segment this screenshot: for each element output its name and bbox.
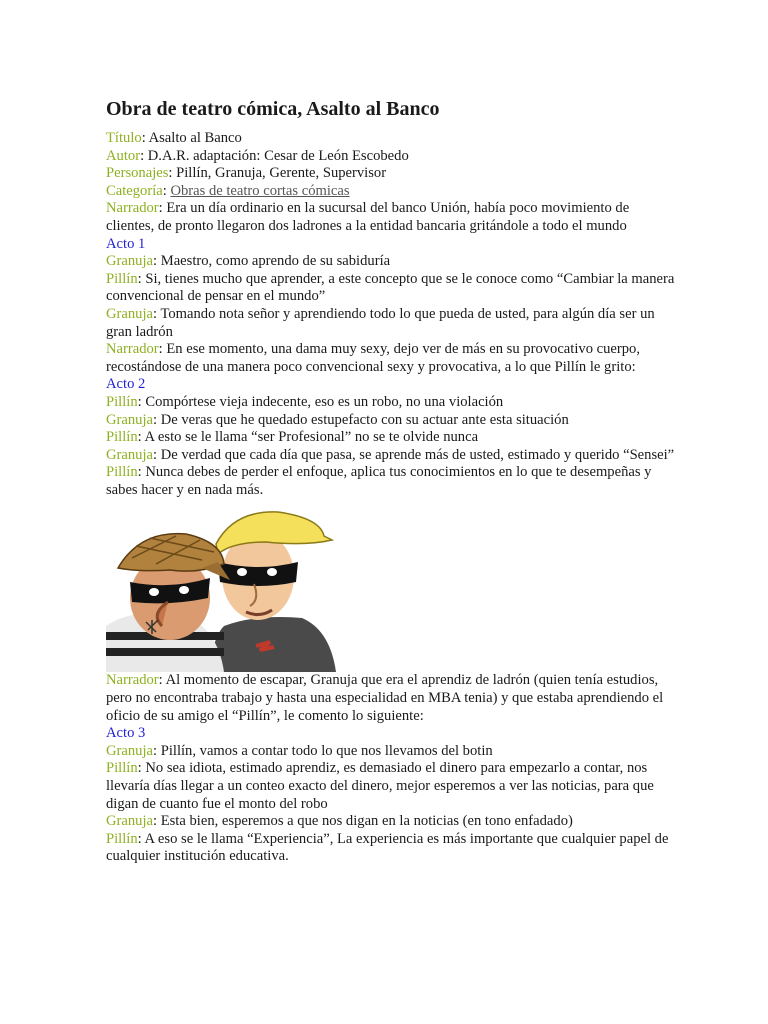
meta-title xyxy=(106,130,676,148)
dialogue-text: : En ese momento, una dama muy sexy, dejo ver de más en su provocativo cuerpo, recostándose de una manera poco convencional sexy y provocativa, a lo que Pillín le grito: xyxy=(106,341,640,375)
act-1-dialogue xyxy=(106,253,676,376)
speaker-label: Narrador xyxy=(106,341,159,358)
dialogue-line xyxy=(106,831,676,866)
right-robber-body xyxy=(210,617,336,672)
dialogue-line xyxy=(106,412,676,430)
dialogue-text: : A esto se le llama “ser Profesional” no se te olvide nunca xyxy=(137,429,479,446)
speaker-label: Granuja xyxy=(106,305,154,322)
meta-category-separator: : xyxy=(162,182,171,199)
dialogue-text: : Si, tienes mucho que aprender, a este concepto que se le conoce como “Cambiar la manera convencional de pensar en el mundo” xyxy=(106,270,675,305)
dialogue-line xyxy=(106,743,676,761)
dialogue-text: : Tomando nota señor y aprendiendo todo lo que pueda de usted, para algún día ser un gran ladrón xyxy=(106,305,655,340)
category-link[interactable]: Obras de teatro cortas cómicas xyxy=(170,182,350,199)
dialogue-text: : Pillín, vamos a contar todo lo que nos llevamos del botin xyxy=(153,742,493,759)
act-2-heading: Acto 2 xyxy=(106,376,146,393)
speaker-label: Pillín xyxy=(106,830,138,847)
meta-category-label: Categoría xyxy=(106,182,163,199)
page-title: Obra de teatro cómica, Asalto al Banco xyxy=(106,98,440,120)
dialogue-text: : Al momento de escapar, Granuja que era el aprendiz de ladrón (quien tenía estudios, pero no encontraba trabajo y hasta una especialidad en MBA tenia) y que estaba aprendiendo el oficio de su amigo el “Pillín”, le comento lo siguiente: xyxy=(106,672,664,724)
dialogue-line xyxy=(106,271,676,306)
speaker-label: Pillín xyxy=(106,270,138,287)
meta-author xyxy=(106,148,676,166)
dialogue-line xyxy=(106,429,676,447)
meta-category xyxy=(106,183,676,201)
dialogue-text: : Maestro, como aprendo de su sabiduría xyxy=(153,253,391,270)
dialogue-line xyxy=(106,464,676,499)
dialogue-line xyxy=(106,253,676,271)
dialogue-line xyxy=(106,813,676,831)
speaker-label: Granuja xyxy=(106,253,154,270)
dialogue-text: : De verdad que cada día que pasa, se aprende más de usted, estimado y querido “Sensei” xyxy=(153,446,675,463)
meta-title-value: : Asalto al Banco xyxy=(141,130,242,146)
dialogue-line xyxy=(106,306,676,341)
intro-line xyxy=(106,200,676,235)
dialogue-text: : Nunca debes de perder el enfoque, aplica tus conocimientos en lo que te desempeñas y sabes hacer y en nada más. xyxy=(106,464,652,498)
dialogue-text: : Era un día ordinario en la sucursal del banco Unión, había poco movimiento de clientes, de pronto llegaron dos ladrones a la entidad bancaria gritándole a todo el mundo xyxy=(106,200,630,234)
meta-characters xyxy=(106,165,676,183)
dialogue-line xyxy=(106,760,676,813)
speaker-label: Pillín xyxy=(106,429,138,446)
robbers-illustration xyxy=(106,506,336,672)
dialogue-text: : Compórtese vieja indecente, eso es un robo, no una violación xyxy=(137,393,504,410)
document-body xyxy=(106,96,676,866)
dialogue-text: : No sea idiota, estimado aprendiz, es demasiado el dinero para empezarlo a contar, nos llevaría días llegar a un conteo exacto del dinero, mejor esperemos a ver las noticias, para que digan de cuanto fue el monto del robo xyxy=(106,760,654,812)
dialogue-line xyxy=(106,447,676,465)
speaker-label: Granuja xyxy=(106,813,154,830)
meta-author-label: Autor xyxy=(106,147,141,164)
dialogue-text: : A eso se le llama “Experiencia”, La experiencia es más importante que cualquier papel de cualquier institución educativa. xyxy=(106,830,669,865)
dialogue-line xyxy=(106,341,676,376)
meta-title-label: Título xyxy=(106,130,142,146)
meta-characters-label: Personajes xyxy=(106,165,169,182)
act-1-heading: Acto 1 xyxy=(106,235,146,252)
dialogue-line xyxy=(106,394,676,412)
speaker-label: Narrador xyxy=(106,200,159,217)
meta-characters-value: : Pillín, Granuja, Gerente, Supervisor xyxy=(168,165,387,182)
speaker-label: Granuja xyxy=(106,742,154,759)
dialogue-text: : De veras que he quedado estupefacto con su actuar ante esta situación xyxy=(153,411,569,428)
act-3-heading: Acto 3 xyxy=(106,725,146,742)
act-2-dialogue xyxy=(106,394,676,500)
dialogue-text: : Esta bien, esperemos a que nos digan en la noticias (en tono enfadado) xyxy=(153,813,573,830)
speaker-label: Narrador xyxy=(106,672,159,689)
speaker-label: Granuja xyxy=(106,446,154,463)
speaker-label: Pillín xyxy=(106,393,138,410)
interlude-line xyxy=(106,672,676,725)
meta-author-value: : D.A.R. adaptación: Cesar de León Escobedo xyxy=(140,147,409,164)
act-3-dialogue xyxy=(106,743,676,866)
speaker-label: Pillín xyxy=(106,760,138,777)
speaker-label: Granuja xyxy=(106,411,154,428)
speaker-label: Pillín xyxy=(106,464,138,481)
